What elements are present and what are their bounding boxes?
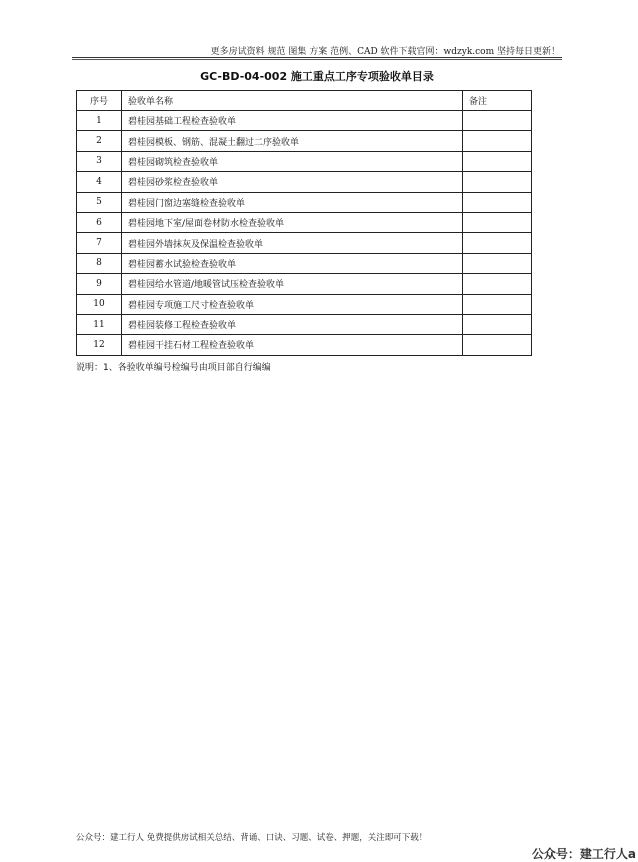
row-form-name: 碧桂园给水管道/地暖管试压检查验收单 xyxy=(122,274,463,294)
row-form-name: 碧桂园门窗边塞缝检查验收单 xyxy=(122,192,463,212)
row-serial-number: 12 xyxy=(77,335,122,355)
table-row xyxy=(77,131,532,151)
table-row xyxy=(77,151,532,171)
row-remark xyxy=(463,274,532,294)
row-remark xyxy=(463,314,532,334)
row-remark xyxy=(463,335,532,355)
row-remark xyxy=(463,172,532,192)
document-title: GC-BD-04-002 施工重点工序专项验收单目录 xyxy=(200,70,434,83)
table-row xyxy=(77,253,532,273)
row-serial-number: 10 xyxy=(77,294,122,314)
row-serial-number: 4 xyxy=(77,172,122,192)
row-serial-number: 1 xyxy=(77,111,122,131)
row-form-name: 碧桂园地下室/屋面卷材防水检查验收单 xyxy=(122,212,463,232)
row-form-name: 碧桂园砌筑检查验收单 xyxy=(122,151,463,171)
row-form-name: 碧桂园装修工程检查验收单 xyxy=(122,314,463,334)
row-remark xyxy=(463,111,532,131)
header-note: 更多房试资料 规范 图集 方案 范例、CAD 软件下载官网：wdzyk.com 坚持每日更新！ xyxy=(210,47,560,57)
table-header-row xyxy=(77,91,532,111)
table-row xyxy=(77,294,532,314)
row-remark xyxy=(463,192,532,212)
header-serial-number: 序号 xyxy=(77,91,122,111)
table-row xyxy=(77,335,532,355)
header-form-name: 验收单名称 xyxy=(122,91,463,111)
footer-note: 公众号：建工行人 免费提供房试相关总结、背诵、口诀、习题、试卷、押题，关注即可下载！ xyxy=(76,833,428,843)
row-form-name: 碧桂园基础工程检查验收单 xyxy=(122,111,463,131)
table-row xyxy=(77,233,532,253)
row-form-name: 碧桂园蓄水试验检查验收单 xyxy=(122,253,463,273)
row-remark xyxy=(463,253,532,273)
row-serial-number: 6 xyxy=(77,212,122,232)
row-form-name: 碧桂园模板、钢筋、混凝土翻过二序验收单 xyxy=(122,131,463,151)
row-serial-number: 2 xyxy=(77,131,122,151)
table-row xyxy=(77,172,532,192)
row-form-name: 碧桂园外墙抹灰及保温检查验收单 xyxy=(122,233,463,253)
header-divider xyxy=(72,57,562,58)
watermark-label: 公众号：建工行人a xyxy=(531,847,636,861)
row-form-name: 碧桂园砂浆检查验收单 xyxy=(122,172,463,192)
row-form-name: 碧桂园干挂石材工程检查验收单 xyxy=(122,335,463,355)
table-row xyxy=(77,192,532,212)
row-serial-number: 7 xyxy=(77,233,122,253)
table-row xyxy=(77,111,532,131)
row-remark xyxy=(463,151,532,171)
header-remark: 备注 xyxy=(463,91,532,111)
row-remark xyxy=(463,294,532,314)
table-row xyxy=(77,212,532,232)
row-serial-number: 8 xyxy=(77,253,122,273)
table-row xyxy=(77,274,532,294)
row-remark xyxy=(463,233,532,253)
row-remark xyxy=(463,131,532,151)
row-serial-number: 9 xyxy=(77,274,122,294)
acceptance-form-catalog-table xyxy=(76,90,532,356)
header-divider-secondary xyxy=(72,59,562,60)
table-row xyxy=(77,314,532,334)
row-form-name: 碧桂园专项施工尺寸检查验收单 xyxy=(122,294,463,314)
table-footnote: 说明：1、各验收单编号检编号由项目部自行编编 xyxy=(76,363,271,373)
row-serial-number: 5 xyxy=(77,192,122,212)
row-serial-number: 11 xyxy=(77,314,122,334)
row-serial-number: 3 xyxy=(77,151,122,171)
row-remark xyxy=(463,212,532,232)
